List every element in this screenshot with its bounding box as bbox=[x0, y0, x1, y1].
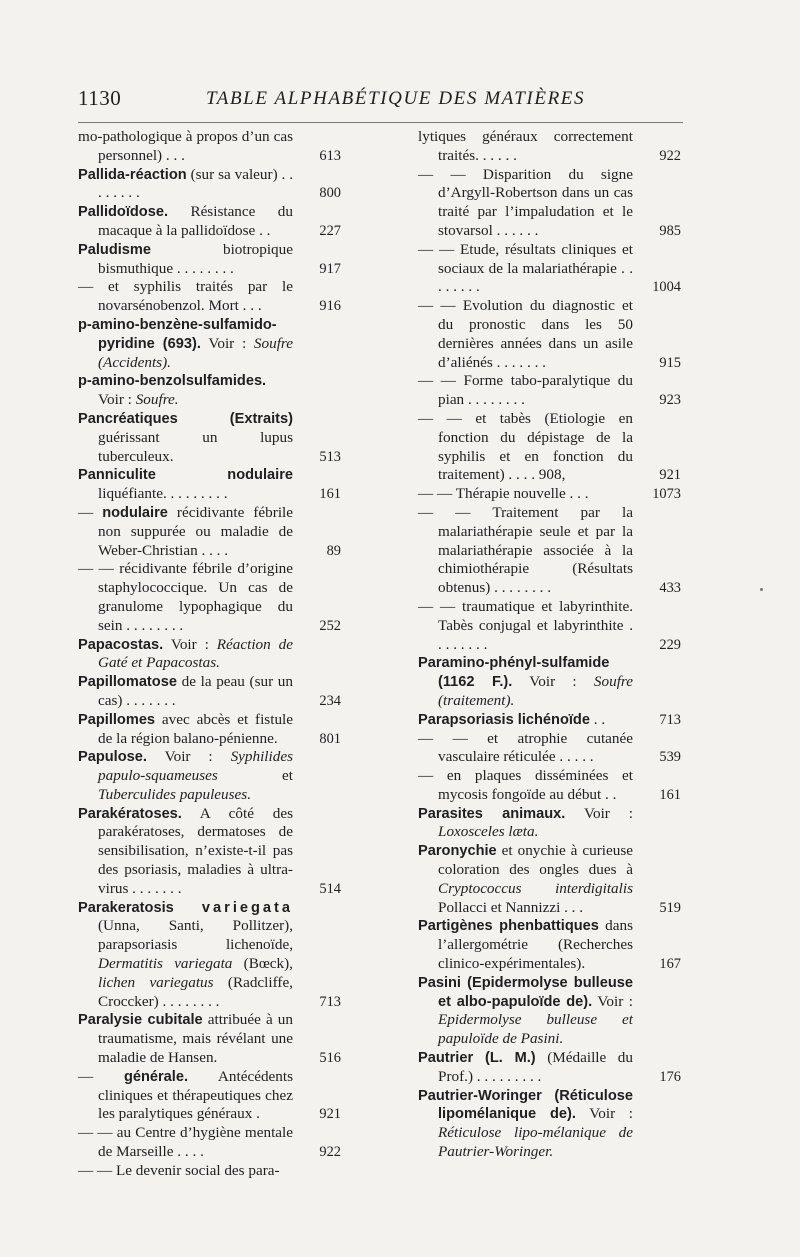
index-entry bbox=[418, 917, 681, 973]
entry-headword: Parakeratosis bbox=[78, 899, 202, 916]
index-entry bbox=[78, 804, 341, 899]
running-header bbox=[78, 86, 678, 116]
entry-headword: Pautrier (L. M.) bbox=[418, 1050, 536, 1067]
entry-reference: Réticulose lipo-mélanique de Pautrier-Woringer. bbox=[438, 1124, 633, 1161]
entry-text: (Unna, Santi, Pollitzer), parapsoriasis lichenoïde, bbox=[98, 917, 293, 954]
entry-text: récidivante fébrile non suppurée ou maladie de Weber-Christian . . . . bbox=[98, 503, 294, 559]
index-entry bbox=[78, 316, 293, 372]
index-entry bbox=[418, 842, 681, 917]
entry-headword: Papulose. bbox=[78, 749, 147, 766]
entry-text: — — Evolution du diagnostic et du pronostic dans les 50 dernières années dans un asile d’aliénés . . . . . . . bbox=[418, 297, 633, 371]
entry-headword: p-amino-benzolsulfamides. bbox=[78, 373, 267, 390]
entry-page-number: 229 bbox=[659, 636, 681, 653]
index-entry bbox=[78, 673, 341, 711]
entry-page-number: 923 bbox=[659, 392, 681, 409]
entry-headword: Paramino-phényl-sulfamide (1162 F.). bbox=[418, 655, 610, 691]
entry-page-number: 922 bbox=[659, 147, 681, 164]
margin-speck bbox=[760, 588, 763, 591]
index-entry bbox=[418, 240, 681, 297]
entry-text: Voir : bbox=[592, 992, 633, 1010]
entry-text: guérissant un lupus tuberculeux. bbox=[98, 428, 293, 465]
index-entry bbox=[78, 278, 341, 316]
entry-page-number: 800 bbox=[319, 185, 341, 202]
entry-text: — — Etude, résultats cliniques et sociaux de la malariathérapie . . . . . . . . bbox=[418, 240, 633, 296]
index-entry bbox=[78, 1067, 341, 1124]
entry-page-number: 916 bbox=[319, 298, 341, 315]
entry-headword: Papillomes bbox=[78, 711, 156, 728]
index-entry bbox=[418, 1049, 681, 1087]
index-entry bbox=[78, 1011, 341, 1067]
entry-page-number: 921 bbox=[659, 467, 681, 484]
entry-text: Voir : bbox=[146, 748, 231, 766]
entry-page-number: 514 bbox=[319, 880, 341, 897]
entry-headword: Partigènes phenbattiques bbox=[418, 918, 599, 935]
index-entry bbox=[78, 503, 341, 560]
entry-page-number: 915 bbox=[659, 354, 681, 371]
index-entry bbox=[418, 409, 681, 485]
entry-text: — — Disparition du signe d’Argyll-Robertson dans un cas traité par l’impaludation et le stovarsol . . . . . . bbox=[418, 165, 633, 239]
index-entry bbox=[78, 128, 341, 166]
entry-text: et bbox=[217, 767, 293, 785]
entry-text: lytiques généraux correctement traités. . . . . . bbox=[418, 128, 633, 164]
entry-text: — bbox=[78, 503, 103, 521]
entry-text: dans l’allergométrie (Recherches clinico-expérimentales). bbox=[438, 917, 634, 973]
entry-reference: Soufre (traitement). bbox=[438, 673, 634, 709]
entry-headword: Pasini (Epidermolyse bulleuse et albo-papuloïde de). bbox=[418, 974, 633, 1010]
index-entry bbox=[78, 466, 341, 504]
entry-page-number: 917 bbox=[319, 260, 341, 277]
entry-text: . . bbox=[589, 710, 606, 728]
entry-page-number: 801 bbox=[319, 730, 341, 747]
entry-headword: Papillomatose bbox=[78, 674, 177, 691]
index-entry bbox=[78, 1124, 341, 1162]
entry-text: — et syphilis traités par le novarsénobenzol. Mort . . . bbox=[78, 278, 293, 315]
entry-text: Voir : bbox=[98, 391, 136, 409]
index-entry bbox=[78, 240, 341, 279]
entry-page-number: 1004 bbox=[652, 279, 681, 296]
index-entry bbox=[418, 128, 681, 166]
entry-page-number: 519 bbox=[659, 899, 681, 916]
entry-text: — — traumatique et labyrinthite. Tabès conjugal et labyrinthite . . . . . . . . bbox=[418, 597, 633, 653]
entry-text: (Médaille du Prof.) . . . . . . . . . bbox=[438, 1049, 633, 1085]
header-rule bbox=[78, 122, 683, 123]
entry-headword: Papacostas. bbox=[78, 636, 164, 653]
entry-reference: Cryptococcus interdigitalis bbox=[438, 879, 633, 897]
entry-page-number: 161 bbox=[319, 486, 341, 503]
entry-headword: variegata bbox=[201, 899, 293, 916]
entry-text: Résistance du macaque à la pallidoïdose . . bbox=[98, 203, 293, 239]
entry-text: — — Traitement par la malariathérapie seule et par la malariathérapie associée à la chimiothérapie (Résultats obtenus) . . . . . . . . bbox=[418, 503, 633, 597]
entry-reference: lichen variegatus bbox=[98, 973, 214, 991]
entry-page-number: 433 bbox=[659, 580, 681, 597]
entry-page-number: 176 bbox=[659, 1068, 681, 1085]
entry-reference: Soufre (Accidents). bbox=[98, 334, 294, 371]
index-entry bbox=[418, 767, 681, 805]
index-entry bbox=[418, 805, 633, 843]
entry-page-number: 1073 bbox=[652, 486, 681, 503]
entry-page-number: 713 bbox=[659, 711, 681, 728]
right-column bbox=[418, 128, 683, 1162]
index-entry bbox=[78, 203, 341, 241]
entry-reference: Réaction de Gaté et Papacostas. bbox=[98, 635, 293, 672]
index-entry bbox=[78, 636, 293, 674]
entry-text: — — et tabès (Etiologie en fonction du dépistage de la syphilis et en fonction du traitement) . . . . 908, bbox=[418, 409, 633, 484]
entry-text: avec abcès et fistule de la région balano-pénienne. bbox=[98, 710, 293, 747]
entry-text: Pollacci et Nannizzi . . . bbox=[438, 898, 584, 916]
entry-text: — bbox=[78, 1067, 124, 1085]
entry-page-number: 985 bbox=[659, 222, 681, 239]
entry-reference: Syphilides papulo-squameuses bbox=[98, 748, 293, 785]
index-entry bbox=[78, 372, 293, 410]
index-entry bbox=[78, 710, 341, 749]
entry-page-number: 516 bbox=[319, 1050, 341, 1067]
entry-headword: nodulaire bbox=[102, 504, 168, 521]
entry-headword: Pallida-réaction bbox=[78, 166, 187, 183]
entry-text: — — Thérapie nouvelle . . . bbox=[418, 485, 589, 503]
entry-text: Antécédents cliniques et thérapeutiques chez les paralytiques généraux . bbox=[98, 1067, 293, 1123]
entry-text: A côté des parakératoses, dermatoses de sensibilisation, n’existe-t-il pas des psoriasis, maladies à ultra-virus . . . . . . . bbox=[98, 804, 293, 897]
index-entry bbox=[418, 372, 681, 410]
entry-headword: p-amino-benzène-sulfamido-pyridine (693). bbox=[78, 316, 277, 352]
entry-reference: Loxosceles læta. bbox=[438, 823, 539, 841]
entry-text: — — Le devenir social des para- bbox=[78, 1161, 280, 1179]
entry-headword: Paronychie bbox=[418, 843, 497, 860]
entry-page-number: 234 bbox=[319, 692, 341, 709]
entry-text: (sur sa valeur) . . . . . . . . bbox=[98, 165, 293, 202]
index-entry bbox=[78, 410, 341, 466]
entry-page-number: 89 bbox=[326, 542, 341, 559]
entry-reference: Tuberculides papuleuses. bbox=[98, 785, 251, 803]
entry-page-number: 921 bbox=[319, 1106, 341, 1123]
entry-page-number: 922 bbox=[319, 1144, 341, 1161]
entry-text: liquéfiante. . . . . . . . . bbox=[98, 485, 228, 503]
index-entry bbox=[418, 597, 681, 654]
entry-headword: Parasites animaux. bbox=[418, 805, 566, 822]
index-entry bbox=[418, 654, 633, 710]
entry-headword: Pautrier-Woringer (Réticulose lipomélanique de). bbox=[418, 1087, 633, 1123]
index-entry bbox=[418, 1087, 633, 1162]
index-entry bbox=[78, 560, 341, 635]
index-entry bbox=[418, 710, 681, 730]
index-entry bbox=[418, 165, 681, 241]
index-entry bbox=[418, 974, 633, 1049]
entry-page-number: 539 bbox=[659, 749, 681, 766]
entry-text: — — Forme tabo-paralytique du pian . . . . . . . . bbox=[418, 372, 633, 409]
entry-page-number: 713 bbox=[319, 993, 341, 1010]
entry-reference: Dermatitis variegata bbox=[98, 955, 233, 973]
entry-text: Voir : bbox=[163, 635, 217, 653]
index-entry bbox=[78, 748, 293, 804]
entry-headword: générale. bbox=[123, 1068, 189, 1085]
entry-page-number: 227 bbox=[319, 222, 341, 239]
entry-text: (Bœck), bbox=[232, 955, 293, 973]
entry-text: Voir : bbox=[575, 1105, 633, 1123]
entry-headword: Paralysie cubitale bbox=[78, 1012, 203, 1029]
entry-text: (Radcliffe, Croccker) . . . . . . . . bbox=[98, 973, 293, 1010]
entry-headword: Parakératoses. bbox=[78, 805, 182, 822]
entry-text: Voir : bbox=[565, 804, 633, 822]
index-entry bbox=[418, 485, 681, 504]
entry-text: et onychie à curieuse coloration des ongles dues à bbox=[438, 842, 633, 879]
entry-headword: Panniculite nodulaire bbox=[78, 467, 293, 484]
entry-page-number: 513 bbox=[319, 448, 341, 465]
entry-text: mo-pathologique à propos d’un cas personnel) . . . bbox=[78, 128, 293, 164]
index-entry bbox=[78, 899, 341, 1012]
index-entry bbox=[418, 297, 681, 372]
entry-headword: Parapsoriasis lichénoïde bbox=[418, 711, 590, 728]
index-entry bbox=[418, 503, 681, 598]
entry-text: biotropique bismuthique . . . . . . . . bbox=[98, 240, 293, 277]
entry-text: — — récidivante fébrile d’origine staphylococcique. Un cas de granulome lypophagique du sein . . . . . . . . bbox=[78, 560, 293, 634]
entry-text: — — et atrophie cutanée vasculaire réticulée . . . . . bbox=[418, 729, 633, 766]
entry-page-number: 167 bbox=[659, 956, 681, 973]
entry-reference: Epidermolyse bulleuse et papuloïde de Pasini. bbox=[438, 1011, 633, 1048]
entry-text: de la peau (sur un cas) . . . . . . . bbox=[98, 673, 293, 709]
page-number: 1130 bbox=[78, 86, 122, 110]
index-entry bbox=[418, 729, 681, 768]
entry-text: Voir : bbox=[200, 334, 254, 352]
left-column bbox=[78, 128, 343, 1181]
entry-headword: Pancréatiques (Extraits) bbox=[78, 410, 293, 427]
entry-text: attribuée à un traumatisme, mais révélant une maladie de Hansen. bbox=[98, 1011, 293, 1067]
entry-reference: Soufre. bbox=[135, 391, 179, 409]
entry-page-number: 613 bbox=[319, 147, 341, 164]
entry-text: — en plaques disséminées et mycosis fongoïde au début . . bbox=[418, 767, 633, 803]
index-entry bbox=[78, 1162, 293, 1181]
entry-headword: Pallidoïdose. bbox=[78, 204, 169, 221]
entry-text: Voir : bbox=[512, 673, 594, 691]
entry-headword: Paludisme bbox=[78, 241, 151, 258]
page-title: TABLE ALPHABÉTIQUE DES MATIÈRES bbox=[206, 88, 586, 109]
index-entry bbox=[78, 165, 341, 204]
entry-text: — — au Centre d’hygiène mentale de Marseille . . . . bbox=[78, 1124, 293, 1161]
entry-page-number: 161 bbox=[659, 786, 681, 803]
entry-page-number: 252 bbox=[319, 617, 341, 634]
